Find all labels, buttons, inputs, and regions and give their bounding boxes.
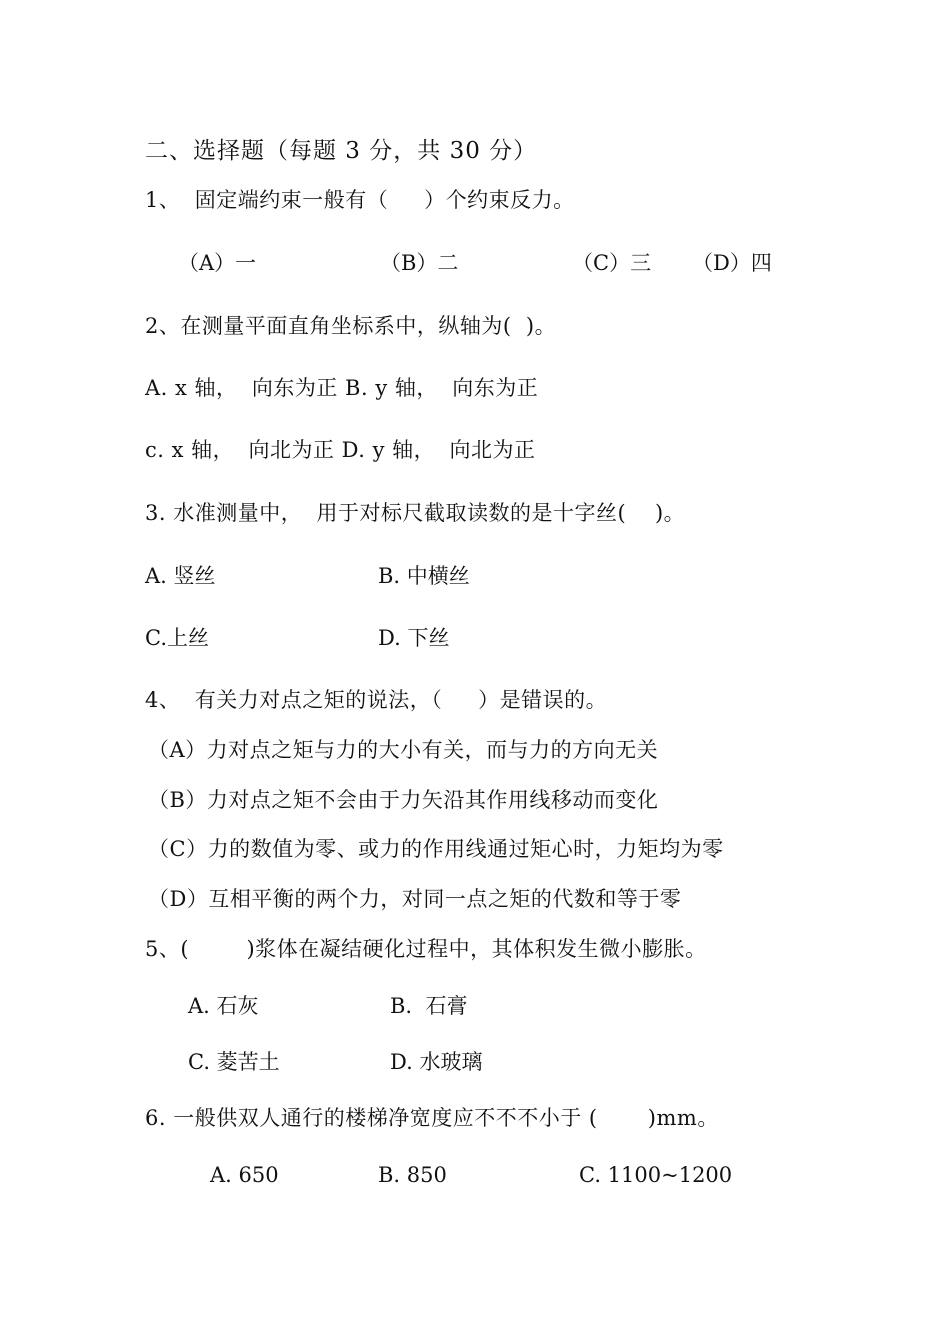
question-2-stem: 2、在测量平面直角坐标系中，纵轴为( )。 [145,314,557,338]
question-4-option-c: （C）力的数值为零、或力的作用线通过矩心时，力矩均为零 [148,837,724,861]
question-6-stem: 6. 一般供双人通行的楼梯净宽度应不不不小于 ( )mm。 [145,1106,719,1130]
question-3-option-a: A. 竖丝 [145,564,216,588]
question-1-stem: 1、 固定端约束一般有（ ）个约束反力。 [145,188,575,212]
question-4-option-d: （D）互相平衡的两个力，对同一点之矩的代数和等于零 [148,887,682,911]
question-1-option-a: （A）一 [178,251,257,275]
question-3-option-b: B. 中横丝 [378,564,470,588]
question-2-options-cd: c. x 轴， 向北为正 D. y 轴， 向北为正 [145,438,536,462]
question-4-option-a: （A）力对点之矩与力的大小有关，而与力的方向无关 [148,738,659,762]
question-6-option-a: A. 650 [210,1163,279,1187]
question-4-stem: 4、 有关力对点之矩的说法，（ ）是错误的。 [145,688,608,712]
question-3-stem: 3. 水准测量中， 用于对标尺截取读数的是十字丝( )。 [145,501,686,525]
section-title: 二、选择题（每题 3 分，共 30 分） [145,138,538,164]
question-3-option-d: D. 下丝 [378,626,450,650]
question-5-option-c: C. 菱苦土 [188,1050,280,1074]
question-6-option-c: C. 1100~1200 [579,1163,733,1187]
question-5-option-d: D. 水玻璃 [390,1050,483,1074]
question-6-option-b: B. 850 [378,1163,447,1187]
question-1-option-b: （B）二 [380,251,459,275]
question-5-option-b: B. 石膏 [390,994,468,1018]
question-3-option-c: C.上丝 [145,626,209,650]
question-1-option-c: （C）三 [572,251,652,275]
question-4-option-b: （B）力对点之矩不会由于力矢沿其作用线移动而变化 [148,788,659,812]
question-1-option-d: （D）四 [692,251,772,275]
question-2-options-ab: A. x 轴， 向东为正 B. y 轴， 向东为正 [145,376,539,400]
question-5-option-a: A. 石灰 [188,994,259,1018]
question-5-stem: 5、( )浆体在凝结硬化过程中，其体积发生微小膨胀。 [145,937,707,961]
